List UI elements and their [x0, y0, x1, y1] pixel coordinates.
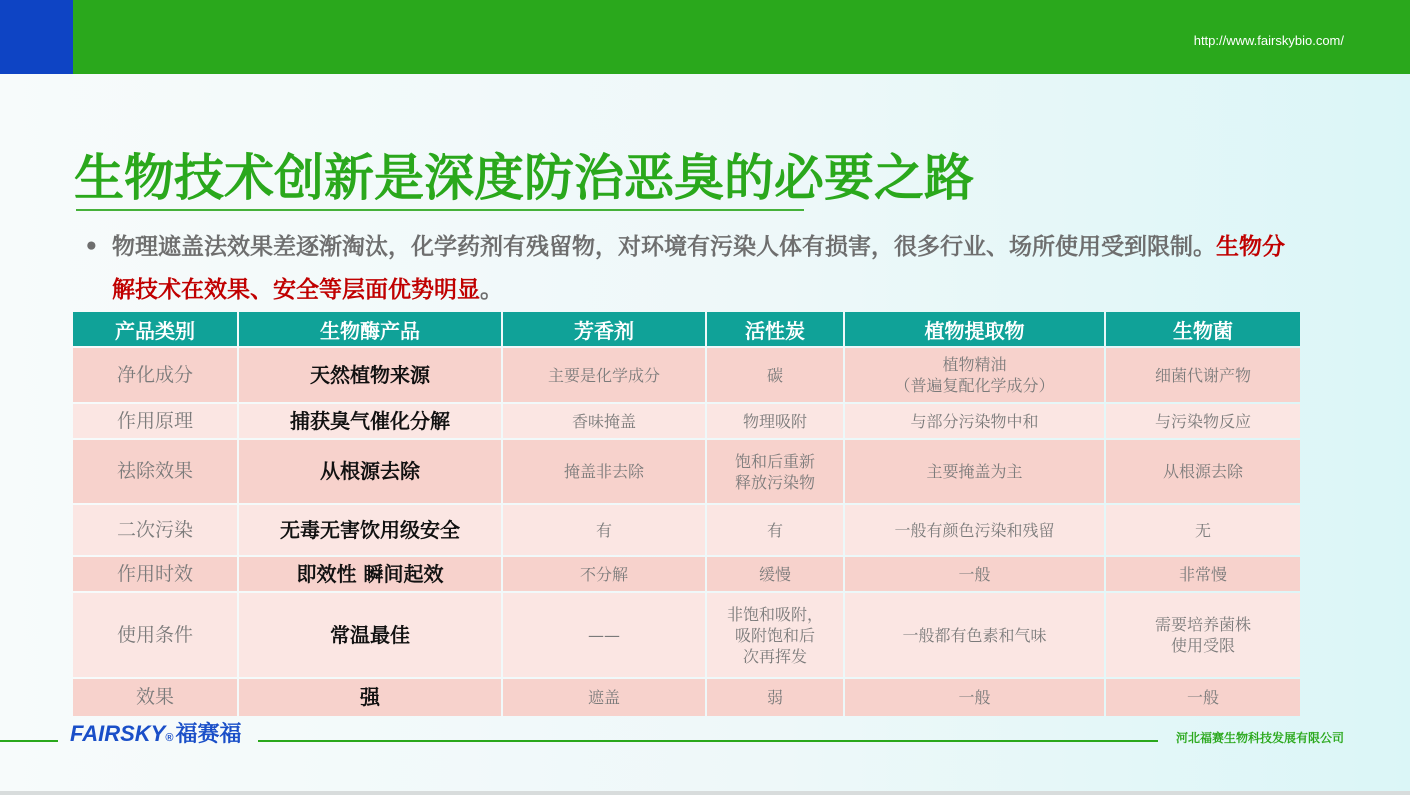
- header-bar: [0, 0, 1410, 74]
- table-cell: 与部分污染物中和: [845, 404, 1104, 438]
- enzyme-product-cell: 无毒无害饮用级安全: [239, 505, 501, 555]
- table-row: [73, 440, 1300, 503]
- table-header-row: [73, 312, 1300, 346]
- table-cell: 一般: [845, 557, 1104, 591]
- table-header-cell: 植物提取物: [845, 312, 1104, 346]
- comparison-table: [71, 310, 1302, 718]
- table-cell: 需要培养菌株 使用受限: [1106, 593, 1300, 677]
- table-cell: 非常慢: [1106, 557, 1300, 591]
- table-cell: 一般有颜色污染和残留: [845, 505, 1104, 555]
- header-blue-block: [0, 0, 73, 74]
- footer-line: [0, 740, 58, 742]
- enzyme-product-cell: 常温最佳: [239, 593, 501, 677]
- table-cell: 饱和后重新 释放污染物: [707, 440, 843, 503]
- table-cell: 与污染物反应: [1106, 404, 1300, 438]
- table-cell: 一般: [845, 679, 1104, 716]
- bullet-point: [84, 226, 1294, 312]
- table-cell: 有: [707, 505, 843, 555]
- bullet-text-plain: 物理遮盖法效果差逐渐淘汰，化学药剂有残留物，对环境有污染人体有损害，很多行业、场所使用受到限制。: [112, 234, 1216, 260]
- table-cell: 植物精油 （普遍复配化学成分）: [845, 348, 1104, 402]
- logo-text-en: FAIRSKY: [70, 721, 166, 746]
- bullet-text-end: 。: [480, 277, 503, 303]
- table-body: [73, 348, 1300, 716]
- table-cell: 缓慢: [707, 557, 843, 591]
- table-cell: 有: [503, 505, 705, 555]
- bullet-dot-icon: •: [84, 234, 99, 260]
- header-url[interactable]: http://www.fairskybio.com/: [1193, 33, 1344, 48]
- table-header-cell: 产品类别: [73, 312, 237, 346]
- table-header-cell: 活性炭: [707, 312, 843, 346]
- table-cell: 无: [1106, 505, 1300, 555]
- row-category-cell: 作用时效: [73, 557, 237, 591]
- enzyme-product-cell: 强: [239, 679, 501, 716]
- enzyme-product-cell: 天然植物来源: [239, 348, 501, 402]
- row-category-cell: 效果: [73, 679, 237, 716]
- table-cell: 主要掩盖为主: [845, 440, 1104, 503]
- table-cell: 主要是化学成分: [503, 348, 705, 402]
- company-name: 河北福赛生物科技发展有限公司: [1175, 731, 1344, 745]
- fairsky-logo: FAIRSKY®福赛福: [70, 721, 242, 747]
- bullet-text-highlight: 生物分解技术在效果、安全等层面优势明显: [112, 234, 1285, 303]
- table-row: [73, 593, 1300, 677]
- enzyme-product-cell: 从根源去除: [239, 440, 501, 503]
- table-cell: 一般: [1106, 679, 1300, 716]
- table-cell: 细菌代谢产物: [1106, 348, 1300, 402]
- row-category-cell: 净化成分: [73, 348, 237, 402]
- table-row: [73, 505, 1300, 555]
- bottom-strip: [0, 791, 1410, 795]
- table-cell: 弱: [707, 679, 843, 716]
- table-row: [73, 557, 1300, 591]
- row-category-cell: 二次污染: [73, 505, 237, 555]
- table-cell: ——: [503, 593, 705, 677]
- table-row: [73, 679, 1300, 716]
- table-header-cell: 芳香剂: [503, 312, 705, 346]
- table-cell: 从根源去除: [1106, 440, 1300, 503]
- page-title: 生物技术创新是深度防治恶臭的必要之路: [74, 149, 974, 207]
- table-header-cell: 生物菌: [1106, 312, 1300, 346]
- table-cell: 香味掩盖: [503, 404, 705, 438]
- title-divider: [76, 209, 804, 211]
- row-category-cell: 祛除效果: [73, 440, 237, 503]
- bullet-text: [84, 226, 1294, 312]
- table-cell: 掩盖非去除: [503, 440, 705, 503]
- table-cell: 一般都有色素和气味: [845, 593, 1104, 677]
- table-row: [73, 348, 1300, 402]
- row-category-cell: 作用原理: [73, 404, 237, 438]
- table-cell: 非饱和吸附， 吸附饱和后 次再挥发: [707, 593, 843, 677]
- table-header-cell: 生物酶产品: [239, 312, 501, 346]
- logo-text-cn: 福赛福: [175, 722, 242, 747]
- table-cell: 物理吸附: [707, 404, 843, 438]
- table-cell: 不分解: [503, 557, 705, 591]
- enzyme-product-cell: 即效性 瞬间起效: [239, 557, 501, 591]
- row-category-cell: 使用条件: [73, 593, 237, 677]
- enzyme-product-cell: 捕获臭气催化分解: [239, 404, 501, 438]
- footer-line: [258, 740, 1158, 742]
- table-cell: 碳: [707, 348, 843, 402]
- table-row: [73, 404, 1300, 438]
- table-cell: 遮盖: [503, 679, 705, 716]
